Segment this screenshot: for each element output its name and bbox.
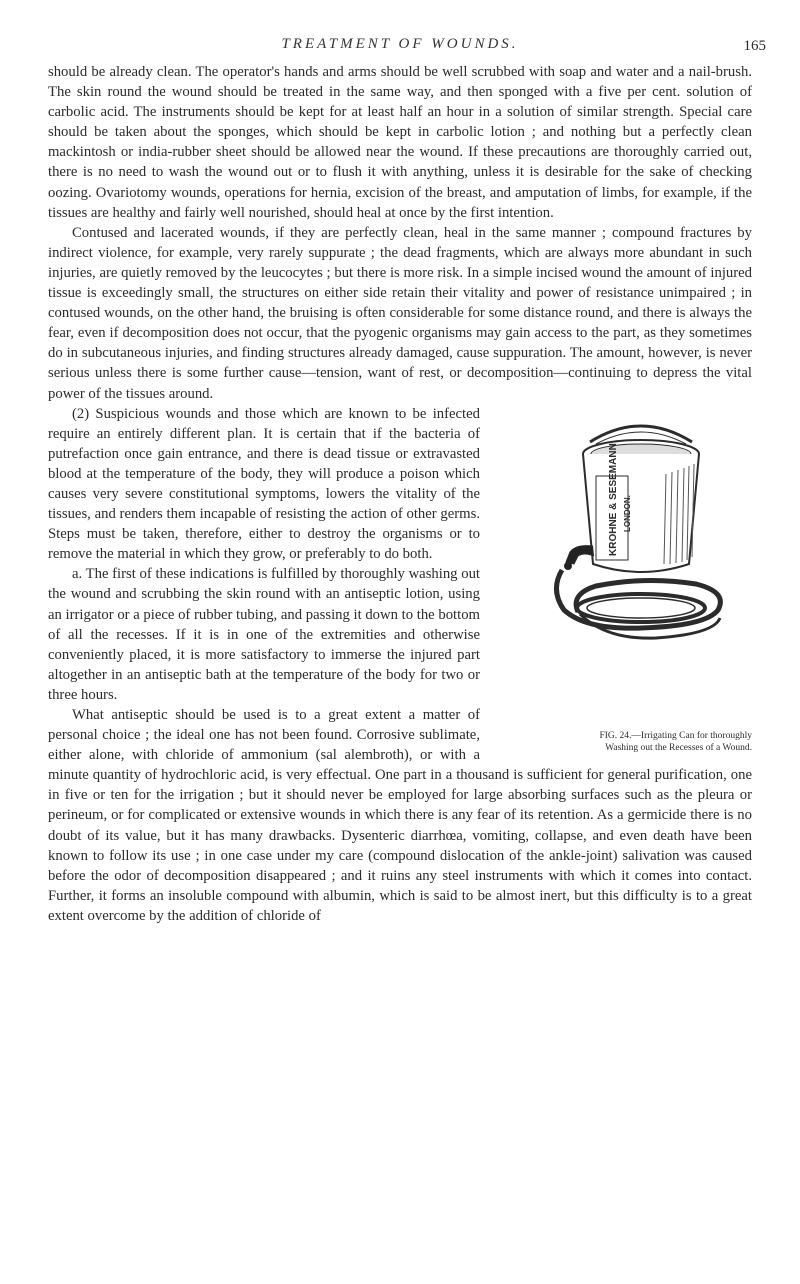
figure-caption	[494, 730, 752, 754]
can-label-maker: KROHNE & SESEMANN,	[608, 440, 619, 556]
paragraph: (2) Suspicious wounds and those which are known to be infected require an entirely different plan. It is certain that if the bacteria of putrefaction once gain entrance, and there is dead tissue or extravasted blood at the temperature of the body, they will produce a poison which causes very severe constitutional symptoms, lowers the vitality of the tissues, and renders them incapable of resisting the action of other germs. Steps must be taken, therefore, either to destroy the organisms or to remove the material in which they grow, or preferably to do both.	[48, 405, 480, 563]
paragraph: What antiseptic should be used is to a great extent a matter of personal choice ; the ideal one has not been found. Corrosive sublimate, either alone, with chloride of ammonium (sal alembroth), or with a minute quantity of hydrochloric acid, is very effectual. One part in a thousand is sufficient for general purification, one in five or ten for the irrigation ; but it should never be employed for large absorbing surfaces such as the pleura or perineum, or for complicated or extensive wounds in which there is any fear of its retention. As a germicide there is no doubt of its value, but it has many drawbacks. Dysenteric diarrhœa, vomiting, collapse, and even death have been known to follow its use ; in one case under my care (compound dislocation of the ankle-joint) salivation was caused before the odor of decomposition disappeared ; and it ruins any steel instruments with which it comes into contact. Further, it forms an insoluble compound with albumin, which is said to be almost inert, but this difficulty is to a great extent overcome by the addition of chloride of	[48, 707, 752, 924]
caption-line: Washing out the Recesses of a Wound.	[605, 742, 752, 753]
paragraph: a. The first of these indications is fulfilled by thoroughly washing out the wound and scrubbing the skin round with an antiseptic lotion, using an irrigator or a piece of rubber tubing, and passing it down to the bottom of all the recesses. If it is in one of the extremities and otherwise conveniently placed, it is more satisfactory to immerse the injured part altogether in an antiseptic bath at the temperature of the body for two or three hours.	[48, 566, 480, 703]
page-header	[0, 36, 800, 60]
irrigating-can-illustration	[546, 414, 736, 674]
paragraph: Contused and lacerated wounds, if they are perfectly clean, heal in the same manner ; compound fractures by indirect violence, for example, very rarely suppurate ; the dead fragments, which are always more abundant in such injuries, are quietly removed by the leucocytes ; but there is more risk. In a simple incised wound the amount of injured tissue is exceedingly small, the structures on either side retain their vitality and power of resistance unimpaired ; in contused wounds, on the other hand, the bruising is often considerable for some distance round, and there is always the fear, even if decomposition does not occur, that the pyogenic organisms may gain access to the part, as they sometimes do in subcutaneous injuries, and finding structures already damaged, cause suppuration. The amount, however, is never serious unless there is some further cause—tension, want of rest, or decomposition—continuing to depress the vital power of the tissues around.	[48, 224, 752, 402]
can-label-city: LONDON.	[623, 494, 632, 532]
caption-line: FIG. 24.—Irrigating Can for thoroughly	[599, 730, 752, 741]
paragraph: should be already clean. The operator's hands and arms should be well scrubbed with soap and water and a nail-brush. The skin round the wound should be treated in the same way, and then sponged with a five per cent. solution of carbolic acid. The instruments should be kept for at least half an hour in a solution of similar strength. Special care should be taken about the sponges, which should be kept in carbolic lotion ; and nothing but a perfectly clean mackintosh or india-rubber sheet should be allowed near the wound. If these precautions are thoroughly carried out, there is no need to wash the wound out or to flush it with anything, unless it is desirable for the sake of checking oozing. Ovariotomy wounds, operations for hernia, excision of the breast, and amputation of limbs, for example, if the tissues are healthy and fairly well nourished, should heal at once by the first intention.	[48, 64, 752, 221]
page-number: 165	[743, 38, 766, 54]
running-title: TREATMENT OF WOUNDS.	[281, 36, 519, 52]
body-text	[48, 62, 752, 926]
figure-irrigating-can	[494, 414, 752, 754]
